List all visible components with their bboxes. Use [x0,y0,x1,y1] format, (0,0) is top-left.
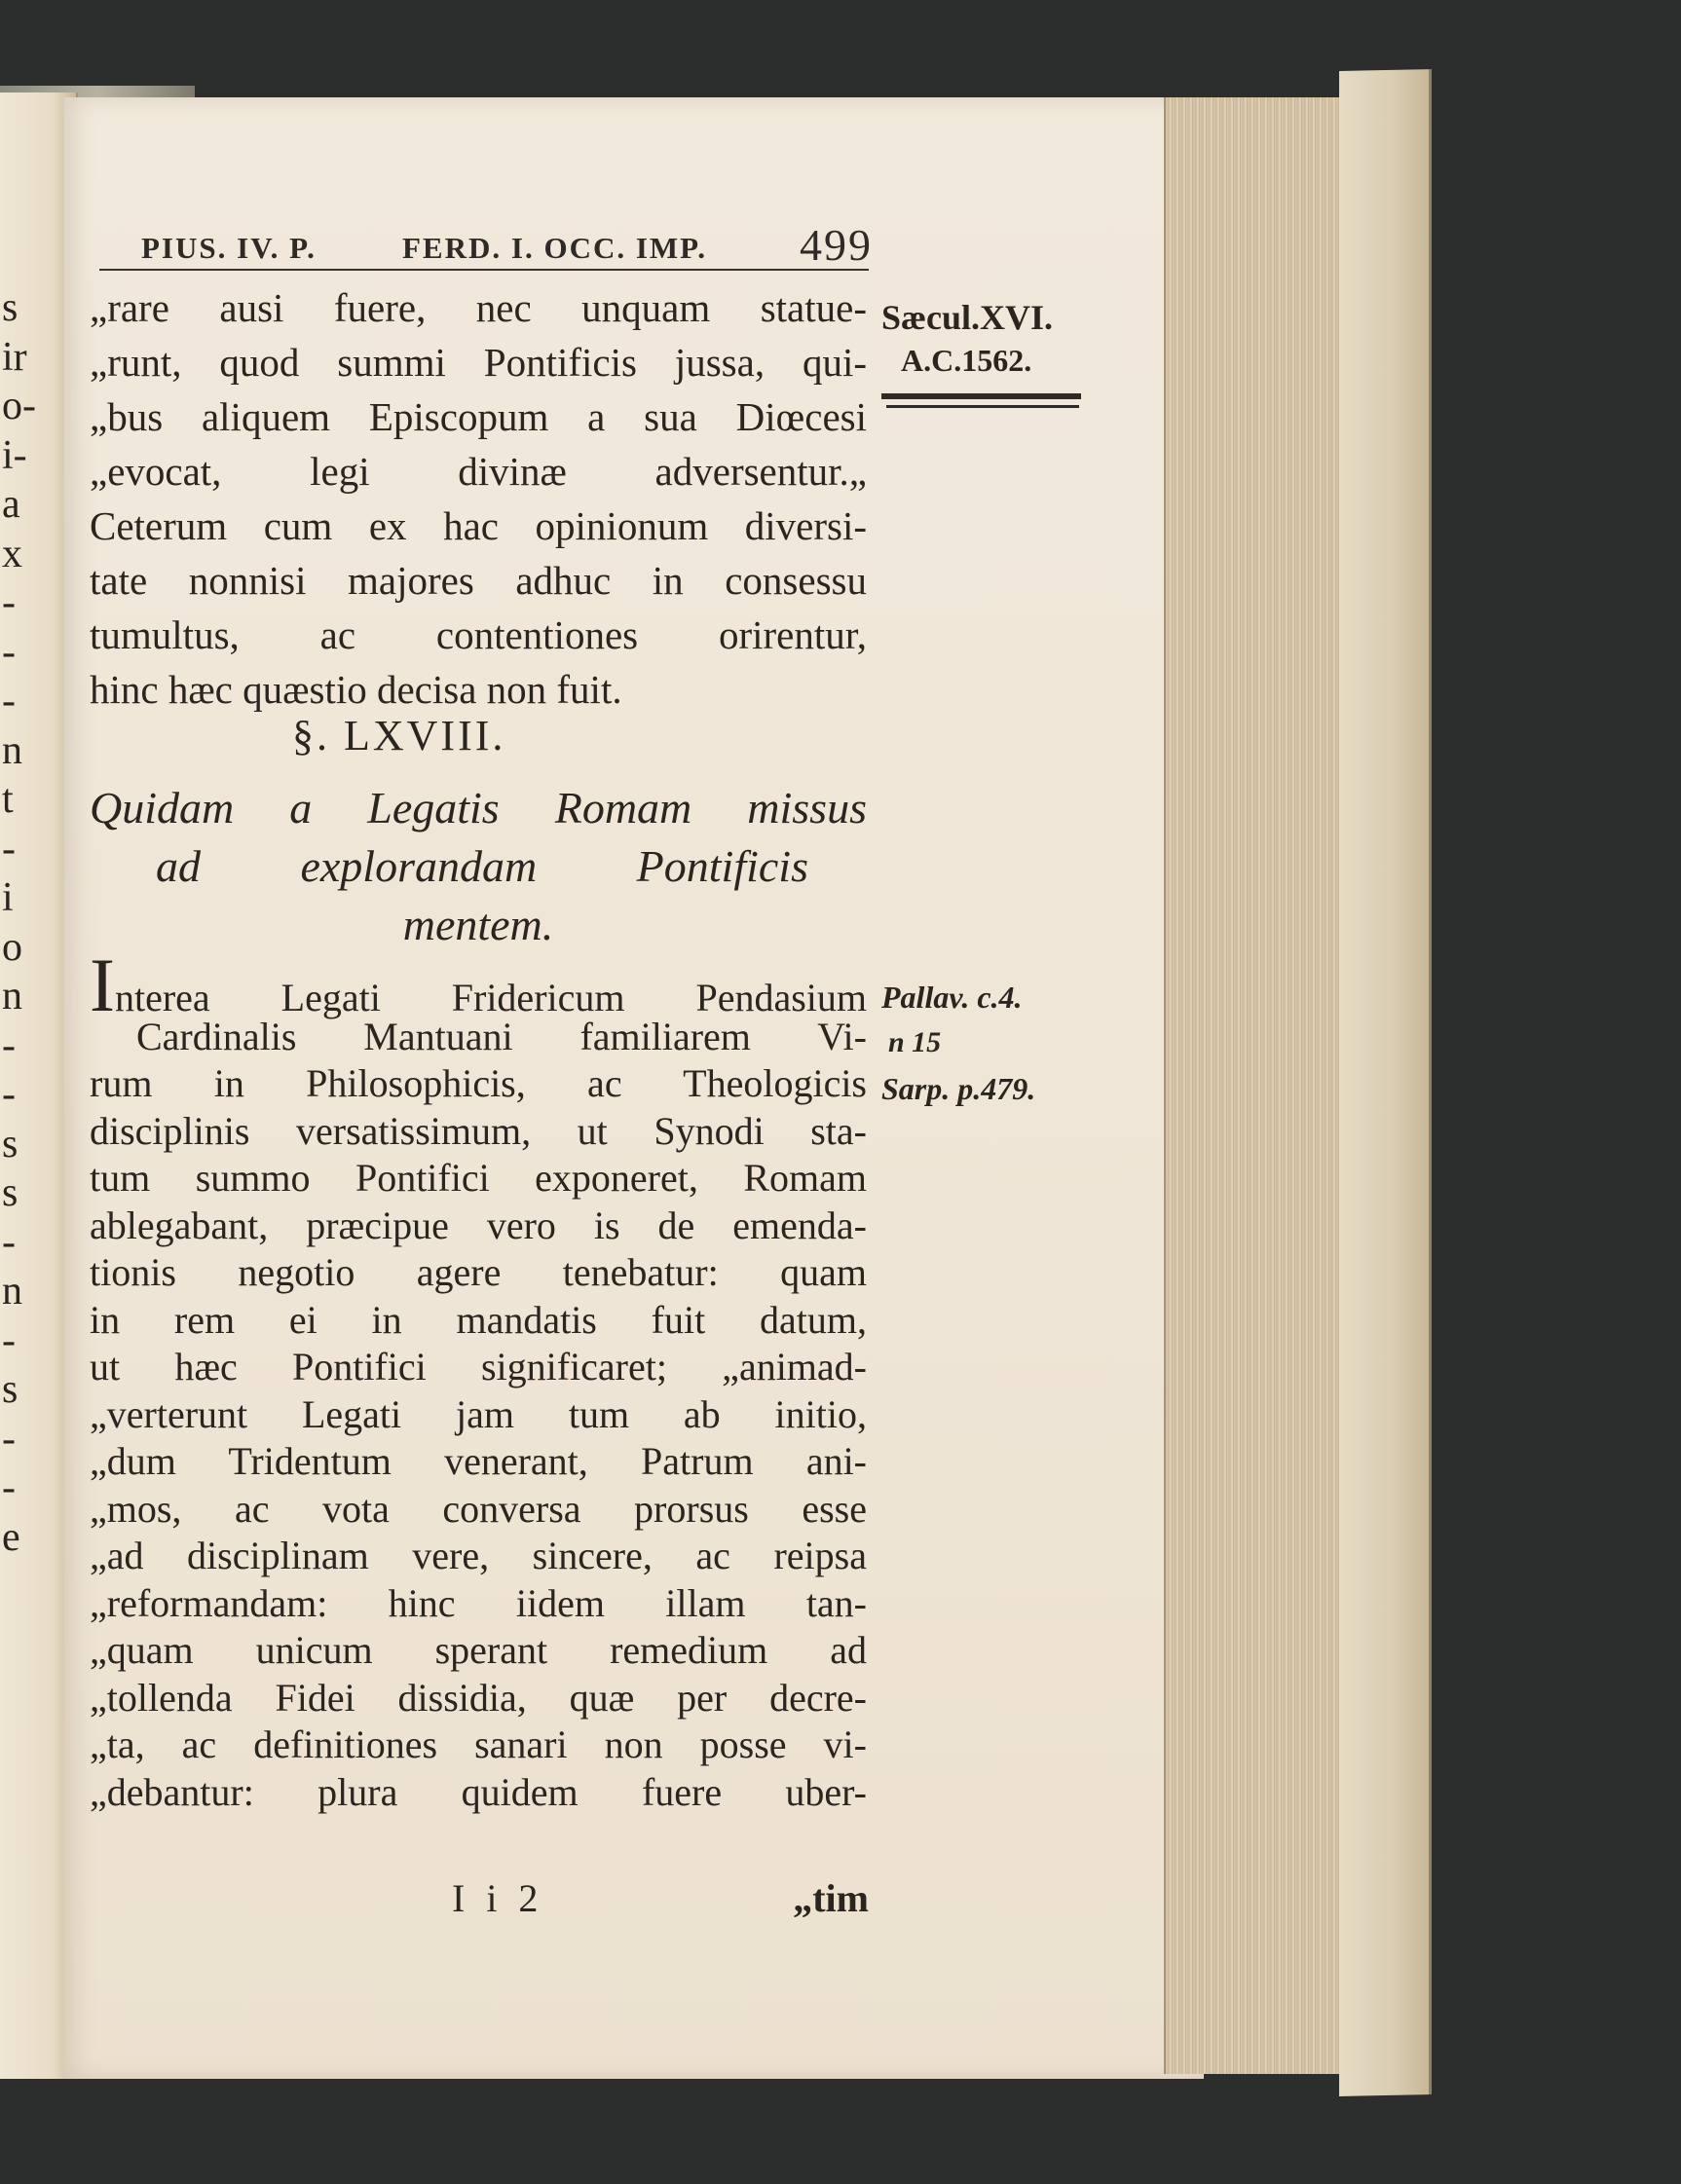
text-line: „verterunt Legati jam tum ab initio, [90,1391,867,1436]
text-line: Cardinalis Mantuani familiarem Vi- [136,1014,867,1058]
margin-note-pallavicino: Pallav. c.4. [881,980,1023,1015]
text-line: „reformandam: hinc iidem illam tan- [90,1580,867,1625]
margin-note-year: A.C.1562. [901,343,1032,378]
section-number: §. LXVIII. [292,712,506,759]
text-line-first [90,943,867,1027]
left-page-fragment: e [2,1514,20,1560]
margin-note-number: n 15 [888,1026,942,1058]
text-line: ut hæc Pontifici significaret; „animad- [90,1345,867,1388]
margin-rule-thin [886,405,1079,408]
left-page-fragment: - [2,1465,16,1510]
left-page-fragment: o [2,924,22,970]
header-rule [99,269,869,271]
title-line: ad explorandam Pontificis [156,841,808,891]
signature-mark: I i 2 [452,1876,544,1920]
title-line: mentem. [402,900,554,949]
text-line: Ceterum cum ex hac opinionum diversi- [90,503,867,548]
text-line: in rem ei in mandatis fuit datum, [90,1297,867,1342]
left-page-fragment: n [2,1269,22,1314]
text-line: tionis negotio agere tenebatur: quam [90,1250,867,1294]
left-page-fragment: - [2,1072,16,1117]
book-cover-edge [1339,69,1432,2096]
left-page-fragment: a [2,482,20,527]
text-line: rum in Philosophicis, ac Theologicis [90,1061,867,1105]
left-page-fragment: - [2,826,16,871]
left-page-fragment: - [2,629,16,675]
margin-rule-thick [881,393,1081,399]
left-page-fragment: o- [2,384,36,428]
left-page-fragment: s [2,285,19,330]
left-page-fragment: i [2,875,14,920]
margin-note-century: Sæcul.XVI. [881,298,1054,337]
text-line: „runt, quod summi Pontificis jussa, qui- [90,340,867,385]
paragraph-continuation [90,280,867,717]
text-line: „mos, ac vota conversa prorsus esse [90,1486,867,1531]
text-line: „debantur: plura quidem fuere uber- [90,1769,867,1814]
text-line: ablegabant, præcipue vero is de emenda- [90,1203,867,1247]
left-page-fragment: s [2,1170,19,1215]
paragraph-main [90,943,867,1816]
left-page-fragment: - [2,1022,16,1068]
left-page-fragment: ir [2,334,27,380]
text-line: „evocat, legi divinæ adversentur.„ [90,449,867,494]
text-line: „ta, ac definitiones sanari non posse vi- [90,1722,867,1766]
text-line: „tollenda Fidei dissidia, quæ per decre- [90,1675,867,1720]
left-page-fragment: - [2,580,16,625]
text-line: „dum Tridentum venerant, Patrum ani- [90,1439,867,1483]
text-line: „rare ausi fuere, nec unquam statue- [90,285,867,330]
page-number: 499 [800,220,873,270]
section-title [90,779,867,954]
text-line: nterea Legati Fridericum Pendasium [114,976,867,1019]
margin-note-sarpi: Sarp. p.479. [881,1071,1036,1106]
text-line: tate nonnisi majores adhuc in consessu [90,558,867,603]
text-line: tumultus, ac contentiones orirentur, [90,612,867,657]
running-title-pope: PIUS. IV. P. [141,231,317,265]
text-line: disciplinis versatissimum, ut Synodi sta- [90,1108,867,1153]
text-line: „ad disciplinam vere, sincere, ac reipsa [90,1534,867,1577]
drop-capital: I [90,943,115,1027]
title-line: Quidam a Legatis Romam missus [90,783,867,833]
page-block-edges [1164,97,1341,2074]
left-page-fragment: - [2,679,16,723]
text-line: hinc hæc quæstio decisa non fuit. [90,667,622,712]
text-line: tum summo Pontifici exponeret, Romam [90,1156,867,1200]
left-page-fragment: - [2,1219,16,1265]
running-title-emperor: FERD. I. OCC. IMP. [402,231,708,265]
catchword: „tim [793,1876,869,1920]
page-footer [90,1875,869,1924]
text-line: „bus aliquem Episcopum a sua Diœcesi [90,394,867,439]
left-page-fragment: i- [2,432,27,478]
left-page-fragment: t [2,777,14,822]
text-line: „quam unicum sperant remedium ad [90,1628,867,1672]
left-page-fragment: s [2,1121,19,1166]
left-page-fragment: n [2,974,22,1018]
left-page-fragment: s [2,1367,19,1412]
left-page-fragment: - [2,1416,16,1462]
left-page-fragment: - [2,1317,16,1363]
left-page-fragment: n [2,727,22,773]
left-page-fragment: x [2,531,22,576]
